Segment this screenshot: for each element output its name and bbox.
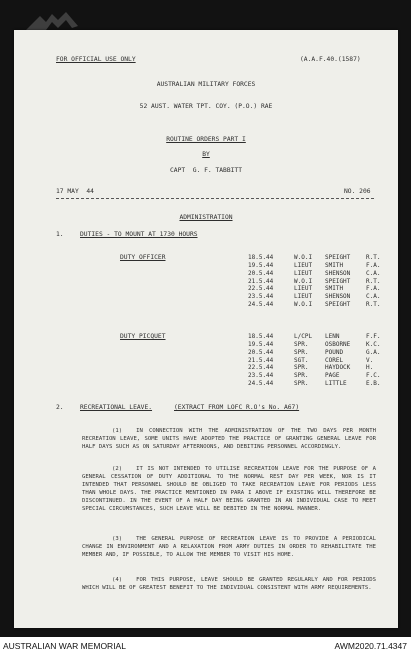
duty-officer-label: DUTY OFFICER: [120, 254, 166, 261]
roster-init: R.T.: [366, 254, 381, 261]
roster-name: OSBORNE: [325, 340, 351, 348]
recreational-heading: RECREATIONAL LEAVE.: [80, 404, 153, 411]
paragraph: [82, 536, 376, 560]
footer-institution: AUSTRALIAN WAR MEMORIAL: [3, 641, 126, 651]
duties-heading: DUTIES - TO MOUNT AT 1730 HOURS: [80, 231, 198, 238]
roster-name: SHENSON: [325, 269, 351, 277]
document-page: [14, 30, 398, 628]
roster-init: G.A.: [366, 348, 381, 356]
roster-init: R.T.: [366, 301, 381, 309]
roster-name: LITTLE: [325, 380, 347, 388]
roster-init: K.C.: [366, 340, 381, 348]
roster-date: 20.5.44: [248, 348, 274, 356]
by-line: BY: [202, 151, 210, 158]
roster-date: 18.5.44: [248, 333, 274, 340]
paragraph-text: IT IS NOT INTENDED TO UTILISE RECREATION LEAVE FOR THE PURPOSE OF A GENERAL CESSATION OF DUTY ADDITIONAL TO THE NORMAL REST DAY PER WEEK, NOR IS IT INTENDED THAT PERSONNEL SHOULD BE OBLIGED TO TAKE RECREATION LEAVE FOR PERIODS LESS THAN WHOLE DAYS. THE PRACTICE MENTIONED IN PARA I ABOVE IF EXISTING WILL THEREFORE BE DISCONTINUED. IN THE EVENT OF A HALF DAY BEING GRANTED IN AN INDIVIDUAL CASE TO MEET SPECIAL CIRCUMSTANCES, SUCH LEAVE WILL BE DEBITED IN THE NORMAL MANNER.: [82, 466, 376, 512]
roster-name: SPEIGHT: [325, 301, 351, 309]
extract-reference: (EXTRACT FROM LOFC R.O's No. A67): [174, 404, 300, 411]
roster-init: E.B.: [366, 380, 381, 388]
roster-rank: SPR.: [294, 372, 309, 380]
roster-init: F.C.: [366, 372, 381, 380]
roster-date: 22.5.44: [248, 364, 274, 372]
paragraph-number: (4): [112, 577, 123, 583]
roster-date: 24.5.44: [248, 380, 274, 388]
roster-name: SPEIGHT: [325, 254, 351, 261]
roster-init: F.A.: [366, 285, 381, 293]
roster-rank: L/CPL: [294, 333, 313, 340]
roster-rank: LIEUT: [294, 261, 313, 269]
item-number-1: 1.: [56, 231, 64, 238]
roster-name: PAGE: [325, 372, 340, 380]
roster-date: 21.5.44: [248, 277, 274, 285]
separator-line: [56, 198, 374, 199]
roster-init: C.A.: [366, 293, 381, 301]
roster-date: 19.5.44: [248, 340, 274, 348]
roster-rank: LIEUT: [294, 293, 313, 301]
roster-date: 23.5.44: [248, 372, 274, 380]
paragraph: [82, 577, 376, 593]
paragraph-number: (2): [112, 466, 123, 472]
roster-rank: LIEUT: [294, 285, 313, 293]
roster-name: SHENSON: [325, 293, 351, 301]
roster-rank: W.O.I: [294, 277, 313, 285]
roster-init: C.A.: [366, 269, 381, 277]
paragraph: [82, 428, 376, 452]
roster-rank: SGT.: [294, 356, 309, 364]
roster-name: SMITH: [325, 261, 344, 269]
roster-name: LENN: [325, 333, 340, 340]
roster-init: F.A.: [366, 261, 381, 269]
paragraph: [82, 466, 376, 513]
form-reference: (A.A.F.40.(1587): [300, 56, 361, 63]
roster-rank: SPR.: [294, 364, 309, 372]
paragraph-text: THE GENERAL PURPOSE OF RECREATION LEAVE IS TO PROVIDE A PERIODICAL CHANGE IN ENVIRONMENT AND A RELAXATION FROM ARMY DUTIES IN ORDER TO REHABILITATE THE MEMBER AND, IF POSSIBLE, TO ALLOW THE MEMBER TO VISIT HIS HOME.: [82, 536, 376, 558]
roster-date: 22.5.44: [248, 285, 274, 293]
roster-date: 24.5.44: [248, 301, 274, 309]
roster-rank: W.O.I: [294, 254, 313, 261]
roster-date: 19.5.44: [248, 261, 274, 269]
roster-init: V.: [366, 356, 374, 364]
item-number-2: 2.: [56, 404, 64, 411]
footer-bar: [0, 637, 411, 653]
administration-heading: ADMINISTRATION: [179, 214, 233, 221]
roster-name: COREL: [325, 356, 344, 364]
roster-name: HAYDOCK: [325, 364, 351, 372]
paragraph-text: IN CONNECTION WITH THE ADMINISTRATION OF THE TWO DAYS PER MONTH RECREATION LEAVE, SOME UNITS HAVE ADOPTED THE PRACTICE OF GRANTING GENERAL LEAVE FOR HALF DAYS SUCH AS ON SATURDAY AFTERNOONS, AND DEBITING PERSONNEL ACCORDINGLY.: [82, 428, 376, 450]
roster-date: 20.5.44: [248, 269, 274, 277]
roster-date: 23.5.44: [248, 293, 274, 301]
unit-subheading: 52 AUST. WATER TPT. COY. (P.O.) RAE: [139, 103, 273, 110]
roster-name: SMITH: [325, 285, 344, 293]
duty-picquet-label: DUTY PICQUET: [120, 333, 166, 340]
roster-date: 18.5.44: [248, 254, 274, 261]
roster-rank: W.O.I: [294, 301, 313, 309]
paragraph-text: FOR THIS PURPOSE, LEAVE SHOULD BE GRANTED REGULARLY AND FOR PERIODS WHICH WILL BE OF GREATEST BENEFIT TO THE INDIVIDUAL CONSISTENT WITH ARMY REQUIREMENTS.: [82, 577, 376, 591]
footer-accession-number: AWM2020.71.4347: [334, 641, 407, 651]
roster-rank: LIEUT: [294, 269, 313, 277]
paragraph-number: (1): [112, 428, 123, 434]
roster-date: 21.5.44: [248, 356, 274, 364]
roster-init: R.T.: [366, 277, 381, 285]
classification-label: FOR OFFICIAL USE ONLY: [56, 56, 136, 63]
roster-init: H.: [366, 364, 374, 372]
officer-name: CAPT G. F. TABBITT: [169, 167, 243, 174]
roster-init: F.F.: [366, 333, 381, 340]
order-date: 17 MAY 44: [56, 188, 94, 195]
order-number: NO. 206: [344, 188, 371, 195]
roster-name: POUND: [325, 348, 344, 356]
roster-rank: SPR.: [294, 340, 309, 348]
unit-heading: AUSTRALIAN MILITARY FORCES: [156, 81, 256, 88]
document-title: ROUTINE ORDERS PART I: [166, 136, 246, 143]
paragraph-number: (3): [112, 536, 123, 542]
roster-rank: SPR.: [294, 380, 309, 388]
roster-name: SPEIGHT: [325, 277, 351, 285]
roster-rank: SPR.: [294, 348, 309, 356]
